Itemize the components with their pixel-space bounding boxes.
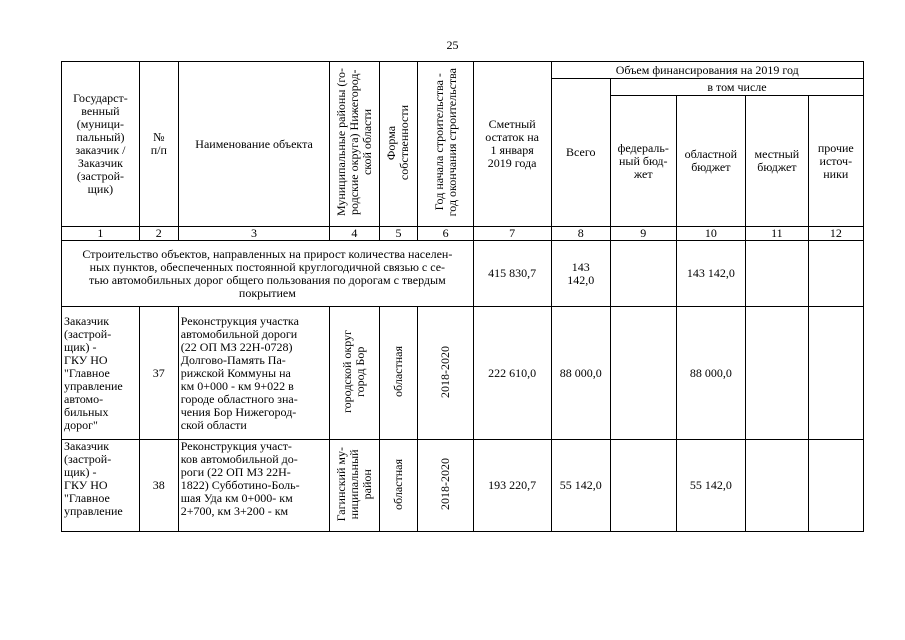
row-federal bbox=[610, 307, 676, 440]
row-local bbox=[746, 307, 808, 440]
row-ownership bbox=[379, 307, 418, 440]
row-customer: Заказчик (застрой- щик) - ГКУ НО "Главное управление автомо- бильных дорог" bbox=[62, 307, 140, 440]
row-regional: 55 142,0 bbox=[676, 440, 746, 532]
row-local bbox=[746, 440, 808, 532]
row-number: 38 bbox=[139, 440, 178, 532]
row-years bbox=[418, 307, 473, 440]
group-federal bbox=[610, 241, 676, 307]
row-ownership-text: областная bbox=[390, 346, 405, 397]
table-row bbox=[62, 307, 864, 440]
row-years-text: 2018-2020 bbox=[438, 345, 453, 398]
page-number: 25 bbox=[446, 38, 459, 52]
row-ownership-text: областная bbox=[390, 458, 405, 510]
row-other bbox=[808, 307, 863, 440]
header-object-name: Наименование объекта bbox=[178, 62, 330, 227]
group-regional: 143 142,0 bbox=[676, 241, 746, 307]
row-ownership bbox=[379, 440, 418, 532]
header-years-text: Год начала строительства - год окончания строительства bbox=[431, 68, 459, 217]
row-regional: 88 000,0 bbox=[676, 307, 746, 440]
row-district-text: городской округ город Бор bbox=[340, 330, 368, 413]
col-num: 12 bbox=[808, 227, 863, 241]
header-customer: Государст- венный (муници- пальный) заказчик / Заказчик (застрой- щик) bbox=[62, 62, 140, 227]
row-total: 88 000,0 bbox=[551, 307, 610, 440]
header-local: местный бюджет bbox=[746, 96, 808, 227]
header-district bbox=[330, 62, 379, 227]
col-num: 7 bbox=[473, 227, 551, 241]
row-balance: 222 610,0 bbox=[473, 307, 551, 440]
row-balance: 193 220,7 bbox=[473, 440, 551, 532]
header-federal: федераль- ный бюд- жет bbox=[610, 96, 676, 227]
row-federal bbox=[610, 440, 676, 532]
row-object-name: Реконструкция участка автомобильной дороги (22 ОП МЗ 22Н-0728) Долгово-Память Па- рижской Коммуны на км 0+000 - км 9+022 в городе областного зна- чения Бор Нижегород- ской области bbox=[178, 307, 330, 440]
col-num: 9 bbox=[610, 227, 676, 241]
col-num: 1 bbox=[62, 227, 140, 241]
header-including: в том числе bbox=[610, 79, 863, 96]
row-district bbox=[330, 440, 379, 532]
col-num: 2 bbox=[139, 227, 178, 241]
col-num: 5 bbox=[379, 227, 418, 241]
col-num: 10 bbox=[676, 227, 746, 241]
header-district-text: Муниципальные районы (го- родские округа) Нижегород- ской области bbox=[333, 68, 374, 217]
row-number: 37 bbox=[139, 307, 178, 440]
col-num: 4 bbox=[330, 227, 379, 241]
header-ownership-text: Форма собственности bbox=[384, 104, 412, 181]
col-num: 11 bbox=[746, 227, 808, 241]
row-other bbox=[808, 440, 863, 532]
col-num: 6 bbox=[418, 227, 473, 241]
table-row bbox=[62, 440, 864, 532]
row-total: 55 142,0 bbox=[551, 440, 610, 532]
group-local bbox=[746, 241, 808, 307]
group-other bbox=[808, 241, 863, 307]
group-total: 143 142,0 bbox=[551, 241, 610, 307]
row-years bbox=[418, 440, 473, 532]
financing-table bbox=[61, 61, 864, 532]
row-district bbox=[330, 307, 379, 440]
header-years bbox=[418, 62, 473, 227]
row-customer: Заказчик (застрой- щик) - ГКУ НО "Главное управление bbox=[62, 440, 140, 532]
col-num: 3 bbox=[178, 227, 330, 241]
row-years-text: 2018-2020 bbox=[438, 458, 453, 510]
header-row-1 bbox=[62, 62, 864, 79]
col-num: 8 bbox=[551, 227, 610, 241]
header-total: Всего bbox=[551, 79, 610, 227]
row-district-text: Гагинский му- ниципальный район bbox=[333, 446, 374, 522]
group-title: Строительство объектов, направленных на прирост количества населен- ных пунктов, обеспеченных постоянной круглогодичной связью с се- тью автомобильных дорог общего пользования по дорогам с твердым покрытием bbox=[62, 241, 474, 307]
header-balance: Сметный остаток на 1 января 2019 года bbox=[473, 62, 551, 227]
group-row bbox=[62, 241, 864, 307]
row-object-name: Реконструкция участ- ков автомобильной до- роги (22 ОП МЗ 22Н- 1822) Субботино-Боль- шая Уда км 0+000- км 2+700, км 3+200 - км bbox=[178, 440, 330, 532]
column-numbers-row bbox=[62, 227, 864, 241]
header-financing: Объем финансирования на 2019 год bbox=[551, 62, 863, 79]
header-ownership bbox=[379, 62, 418, 227]
group-balance: 415 830,7 bbox=[473, 241, 551, 307]
header-regional: областной бюджет bbox=[676, 96, 746, 227]
header-number: № п/п bbox=[139, 62, 178, 227]
header-other: прочие источ- ники bbox=[808, 96, 863, 227]
